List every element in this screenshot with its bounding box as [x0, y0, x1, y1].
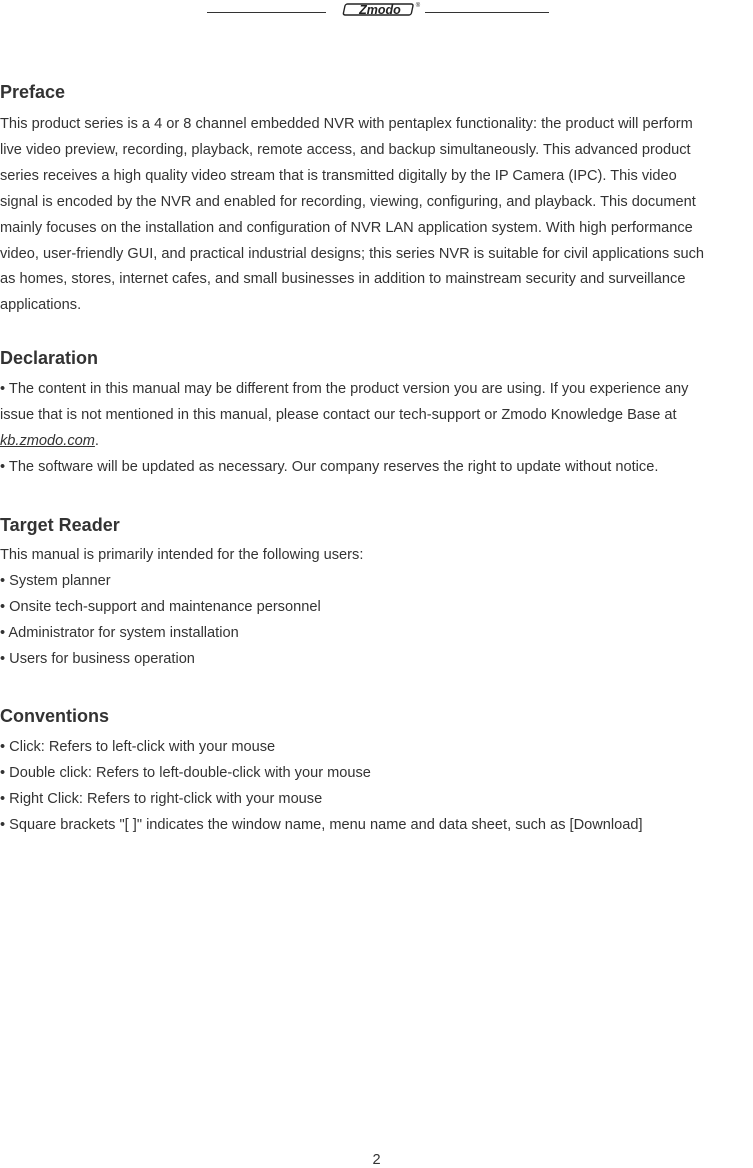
target-reader-item: • Administrator for system installation: [0, 624, 239, 641]
knowledge-base-link[interactable]: kb.zmodo.com: [0, 432, 95, 449]
target-reader-item: • Onsite tech-support and maintenance personnel: [0, 598, 321, 615]
header-rule-left: [207, 12, 326, 13]
preface-line: signal is encoded by the NVR and enabled for recording, viewing, configuring, and playback. This document: [0, 193, 696, 210]
preface-line: as homes, stores, internet cafes, and small businesses in addition to mainstream security and surveillance: [0, 271, 686, 288]
convention-item: • Right Click: Refers to right-click with your mouse: [0, 790, 323, 807]
preface-line: applications.: [0, 297, 82, 314]
declaration-paragraph: [0, 377, 753, 481]
preface-line: mainly focuses on the installation and configuration of NVR LAN application system. With high performance: [0, 219, 693, 236]
header-rule-right: [425, 12, 549, 13]
declaration-line: • The software will be updated as necessary. Our company reserves the right to update without notice.: [0, 458, 659, 475]
convention-item: • Click: Refers to left-click with your mouse: [0, 739, 276, 755]
target-reader-line: This manual is primarily intended for the following users:: [0, 547, 364, 563]
preface-line: series receives a high quality video stream that is transmitted digitally by the IP Camera (IPC). This video: [0, 167, 677, 184]
zmodo-logo: [340, 1, 422, 19]
declaration-heading: Declaration: [0, 348, 99, 368]
conventions-heading: Conventions: [0, 706, 110, 726]
declaration-line: • The content in this manual may be different from the product version you are using. If you experience any: [0, 381, 689, 397]
link-suffix: .: [94, 432, 99, 449]
target-reader-item: • System planner: [0, 572, 111, 589]
registered-mark: ®: [415, 3, 421, 9]
conventions-list: [0, 735, 753, 839]
preface-line: This product series is a 4 or 8 channel embedded NVR with pentaplex functionality: the product will perform: [0, 116, 693, 132]
preface-paragraph: [0, 112, 753, 319]
convention-item: • Square brackets "[ ]" indicates the window name, menu name and data sheet, such as [Download]: [0, 816, 643, 833]
declaration-link-line: [0, 429, 753, 455]
page-number: 2: [372, 1152, 381, 1168]
preface-heading: Preface: [0, 82, 66, 102]
declaration-line: issue that is not mentioned in this manual, please contact our tech-support or Zmodo Knowledge Base at: [0, 406, 677, 423]
convention-item: • Double click: Refers to left-double-click with your mouse: [0, 764, 371, 781]
preface-line: live video preview, recording, playback, remote access, and backup simultaneously. This advanced product: [0, 141, 691, 158]
logo-wordmark: Zmodo: [359, 3, 401, 17]
target-reader-item: • Users for business operation: [0, 650, 195, 667]
target-reader-heading: Target Reader: [0, 515, 120, 535]
preface-line: video, user-friendly GUI, and practical industrial designs; this series NVR is suitable for civil applications such: [0, 245, 705, 262]
target-reader-list: [0, 543, 753, 673]
